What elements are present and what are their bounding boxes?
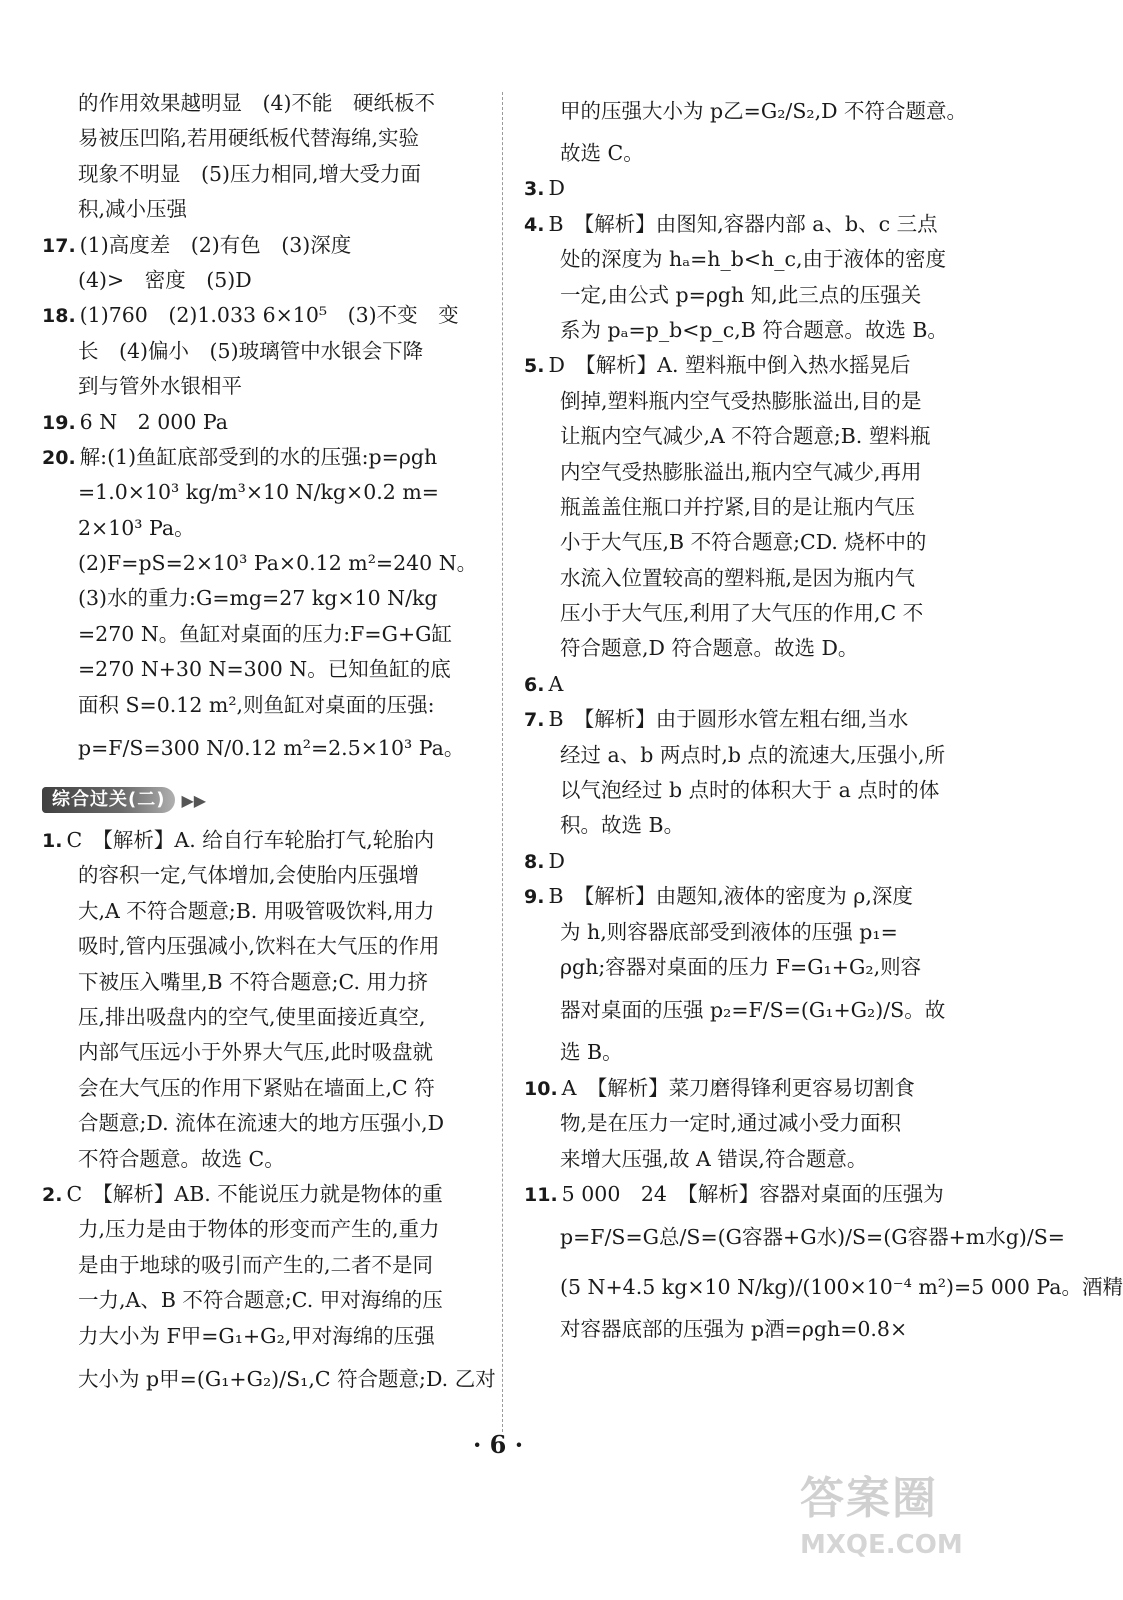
answer-text-line [524,136,968,171]
answer-text-line [42,1035,482,1070]
answer-text: 物,是在压力一定时,通过减小受力面积 [560,1111,902,1136]
answer-text: 6 N 2 000 Pa [79,409,228,434]
answer-item-line [42,440,482,475]
answer-text: 易被压凹陷,若用硬纸板代替海绵,实验 [78,126,420,151]
answer-text: 一力,A、B 不符合题意;C. 甲对海绵的压 [78,1288,443,1313]
answer-item-line [42,1177,482,1212]
answer-text: B 【解析】由图知,容器内部 a、b、c 三点 [548,211,938,236]
answer-text: 的容积一定,气体增加,会使胎内压强增 [78,863,420,888]
answer-text-line [42,1354,496,1404]
answer-text-line [42,1319,482,1354]
answer-number: 1. [42,830,63,853]
answer-text-line [524,1106,968,1141]
answer-text: 长 (4)偏小 (5)玻璃管中水银会下降 [78,338,424,363]
answer-number: 4. [524,213,545,236]
answer-text-line [524,86,968,136]
answer-number: 18. [42,305,76,328]
answer-text-line [524,631,968,666]
answer-text: 符合题意,D 符合题意。故选 D。 [560,636,859,661]
answer-text: 小于大气压,B 不符合题意;CD. 烧杯中的 [560,530,927,555]
answer-number: 11. [524,1183,558,1206]
section-badge: 综合过关(二) [42,787,175,813]
answer-text: =270 N+30 N=300 N。已知鱼缸的底 [78,657,451,682]
answer-text-line [524,242,968,277]
answer-text: 5 000 24 【解析】容器对桌面的压强为 [561,1181,944,1206]
answer-item-line [524,171,968,206]
answer-text-line [524,490,968,525]
answer-text-line [42,369,482,404]
answer-item-line [42,823,482,858]
answer-text-line [42,1142,482,1177]
answer-item-line [524,1177,968,1212]
answer-number: 20. [42,446,76,469]
answer-text-line [42,965,482,1000]
answer-number: 9. [524,886,545,909]
answer-text-line [42,1106,482,1141]
answer-text: (1)760 (2)1.033 6×10⁵ (3)不变 变 [79,303,459,328]
answer-number: 2. [42,1183,63,1206]
answer-text: 对容器底部的压强为 p酒=ρgh=0.8× [560,1317,908,1342]
answer-text-line [524,1142,968,1177]
answer-item-line [524,348,968,383]
answer-item-line [524,207,968,242]
answer-number: 8. [524,850,545,873]
answer-text-line [42,1071,482,1106]
answer-text-line [42,723,482,773]
answer-text-line [42,192,482,227]
answer-text: 现象不明显 (5)压力相同,增大受力面 [78,161,422,186]
answer-text: 解:(1)鱼缸底部受到的水的压强:p=ρgh [79,444,438,469]
answer-text-line [524,985,968,1035]
answer-text-line [42,157,482,192]
answer-text-line [42,652,482,687]
answer-text: A [548,671,564,696]
answer-text-line [42,511,482,546]
watermark [800,1462,980,1592]
answer-text: 为 h,则容器底部受到液体的压强 p₁= [560,919,898,944]
answer-text: 以气泡经过 b 点时的体积大于 a 点时的体 [560,778,940,803]
answer-text-line [42,688,482,723]
answer-text: 瓶盖盖住瓶口并拧紧,目的是让瓶内气压 [560,494,916,519]
answer-number: 6. [524,673,545,696]
answer-text-line [42,546,482,581]
answer-text: 不符合题意。故选 C。 [78,1146,285,1171]
answer-text: 压,排出吸盘内的空气,使里面接近真空, [78,1004,426,1029]
answer-text-line [42,1283,482,1318]
answer-text: B 【解析】由题知,液体的密度为 ρ,深度 [548,884,913,909]
answer-item-line [42,298,482,333]
answer-text: =1.0×10³ kg/m³×10 N/kg×0.2 m= [78,480,439,505]
answer-text: p=F/S=300 N/0.12 m²=2.5×10³ Pa。 [78,736,465,761]
answer-text-line [42,581,482,616]
answer-text-line [524,313,968,348]
answer-number: 7. [524,709,545,732]
answer-text-line [524,384,968,419]
answer-text-line [524,525,968,560]
answer-item-line [42,405,482,440]
section-arrows-icon: ▶▶ [181,790,207,810]
answer-text: 系为 pₐ=p_b<p_c,B 符合题意。故选 B。 [560,317,948,342]
page-number: · 6 · [472,1430,524,1459]
answer-text: 压小于大气压,利用了大气压的作用,C 不 [560,601,924,626]
answer-text-line [524,1212,1065,1262]
left-column [42,86,496,1404]
answer-text-line [42,1248,482,1283]
answer-text: 器对桌面的压强 p₂=F/S=(G₁+G₂)/S。故 [560,998,946,1023]
answer-text: ρgh;容器对桌面的压力 F=G₁+G₂,则容 [560,954,922,979]
answer-text: 水流入位置较高的塑料瓶,是因为瓶内气 [560,565,916,590]
answer-text-line [42,334,482,369]
answer-text-line [42,894,482,929]
answer-text-line [524,950,968,985]
answer-text: D [548,848,565,873]
answer-text: 会在大气压的作用下紧贴在墙面上,C 符 [78,1075,435,1100]
answer-item-line [524,879,968,914]
answer-text: =270 N。鱼缸对桌面的压力:F=G+G缸 [78,621,452,646]
answer-text-line [524,773,968,808]
answer-text: B 【解析】由于圆形水管左粗右细,当水 [548,707,909,732]
answer-text: 积。故选 B。 [560,813,685,838]
answer-text-line [524,419,968,454]
answer-text-line [524,1035,968,1070]
answer-text-line [42,929,482,964]
answer-text-line [42,475,482,510]
answer-text: 大,A 不符合题意;B. 用吸管吸饮料,用力 [78,898,435,923]
answer-text: 内部气压远小于外界大气压,此时吸盘就 [78,1040,434,1065]
answer-text: 下被压入嘴里,B 不符合题意;C. 用力挤 [78,969,428,994]
answer-text: C 【解析】A. 给自行车轮胎打气,轮胎内 [66,828,435,853]
answer-text: 内空气受热膨胀溢出,瓶内空气减少,再用 [560,459,922,484]
answer-text-line [524,455,968,490]
answer-text-line [42,263,482,298]
answer-text: 力大小为 F甲=G₁+G₂,甲对海绵的压强 [78,1323,435,1348]
watermark-logo: 答案圈 [800,1473,938,1524]
answer-text-line [524,1312,968,1347]
answer-text: (1)高度差 (2)有色 (3)深度 [79,232,352,257]
answer-text: p=F/S=G总/S=(G容器+G水)/S=(G容器+m水g)/S= [560,1225,1065,1250]
answer-number: 10. [524,1077,558,1100]
answer-text: 是由于地球的吸引而产生的,二者不是同 [78,1252,434,1277]
answer-item-line [524,1071,968,1106]
answer-number: 19. [42,411,76,434]
answer-text: (3)水的重力:G=mg=27 kg×10 N/kg [78,586,438,611]
answer-item-line [524,667,968,702]
column-divider [502,92,503,1432]
answer-number: 3. [524,178,545,201]
answer-text-line [524,561,968,596]
answer-text: D [548,176,565,201]
answer-text-line [524,808,968,843]
answer-text: 一定,由公式 p=ρgh 知,此三点的压强关 [560,282,922,307]
answer-text-line [524,915,968,950]
answer-text: (4)> 密度 (5)D [78,267,252,292]
answer-text: 选 B。 [560,1040,623,1065]
answer-text: 让瓶内空气减少,A 不符合题意;B. 塑料瓶 [560,424,931,449]
answer-text: (2)F=pS=2×10³ Pa×0.12 m²=240 N。 [78,551,478,576]
watermark-url: MXQE.COM [800,1530,963,1560]
answer-text: 故选 C。 [560,141,644,165]
answer-text: D 【解析】A. 塑料瓶中倒入热水摇晃后 [548,353,911,378]
section-header [42,781,482,819]
answer-text-line [524,1262,1123,1312]
answer-text-line [42,1212,482,1247]
answer-item-line [524,844,968,879]
answer-text-line [42,121,482,156]
answer-text-line [524,278,968,313]
answer-text: 甲的压强大小为 p乙=G₂/S₂,D 不符合题意。 [560,99,968,123]
answer-text: A 【解析】菜刀磨得锋利更容易切割食 [561,1075,915,1100]
answer-text: 经过 a、b 两点时,b 点的流速大,压强小,所 [560,742,946,767]
answer-text: 面积 S=0.12 m²,则鱼缸对桌面的压强: [78,692,435,717]
answer-text: (5 N+4.5 kg×10 N/kg)/(100×10⁻⁴ m²)=5 000 Pa。酒精 [560,1275,1123,1300]
answer-item-line [524,702,968,737]
answer-text: 来增大压强,故 A 错误,符合题意。 [560,1146,868,1171]
answer-text: 处的深度为 hₐ=h_b<h_c,由于液体的密度 [560,247,947,272]
answer-text: 的作用效果越明显 (4)不能 硬纸板不 [78,91,436,115]
answer-text-line [42,86,482,121]
answer-text: 2×10³ Pa。 [78,515,195,540]
answer-number: 17. [42,234,76,257]
answer-number: 5. [524,355,545,378]
answer-text: 倒掉,塑料瓶内空气受热膨胀溢出,目的是 [560,388,922,413]
answer-text-line [524,596,968,631]
right-column [524,86,1123,1348]
answer-text-line [42,858,482,893]
answer-item-line [42,228,482,263]
answer-text: 吸时,管内压强减小,饮料在大气压的作用 [78,934,440,959]
answer-text: C 【解析】AB. 不能说压力就是物体的重 [66,1181,443,1206]
answer-text-line [42,617,482,652]
answer-text: 合题意;D. 流体在流速大的地方压强小,D [78,1111,445,1136]
answer-text: 到与管外水银相平 [78,374,242,399]
answer-text: 大小为 p甲=(G₁+G₂)/S₁,C 符合题意;D. 乙对 [78,1366,496,1391]
answer-text-line [524,738,968,773]
answer-text: 积,减小压强 [78,197,188,222]
answer-text: 力,压力是由于物体的形变而产生的,重力 [78,1217,440,1242]
answer-text-line [42,1000,482,1035]
